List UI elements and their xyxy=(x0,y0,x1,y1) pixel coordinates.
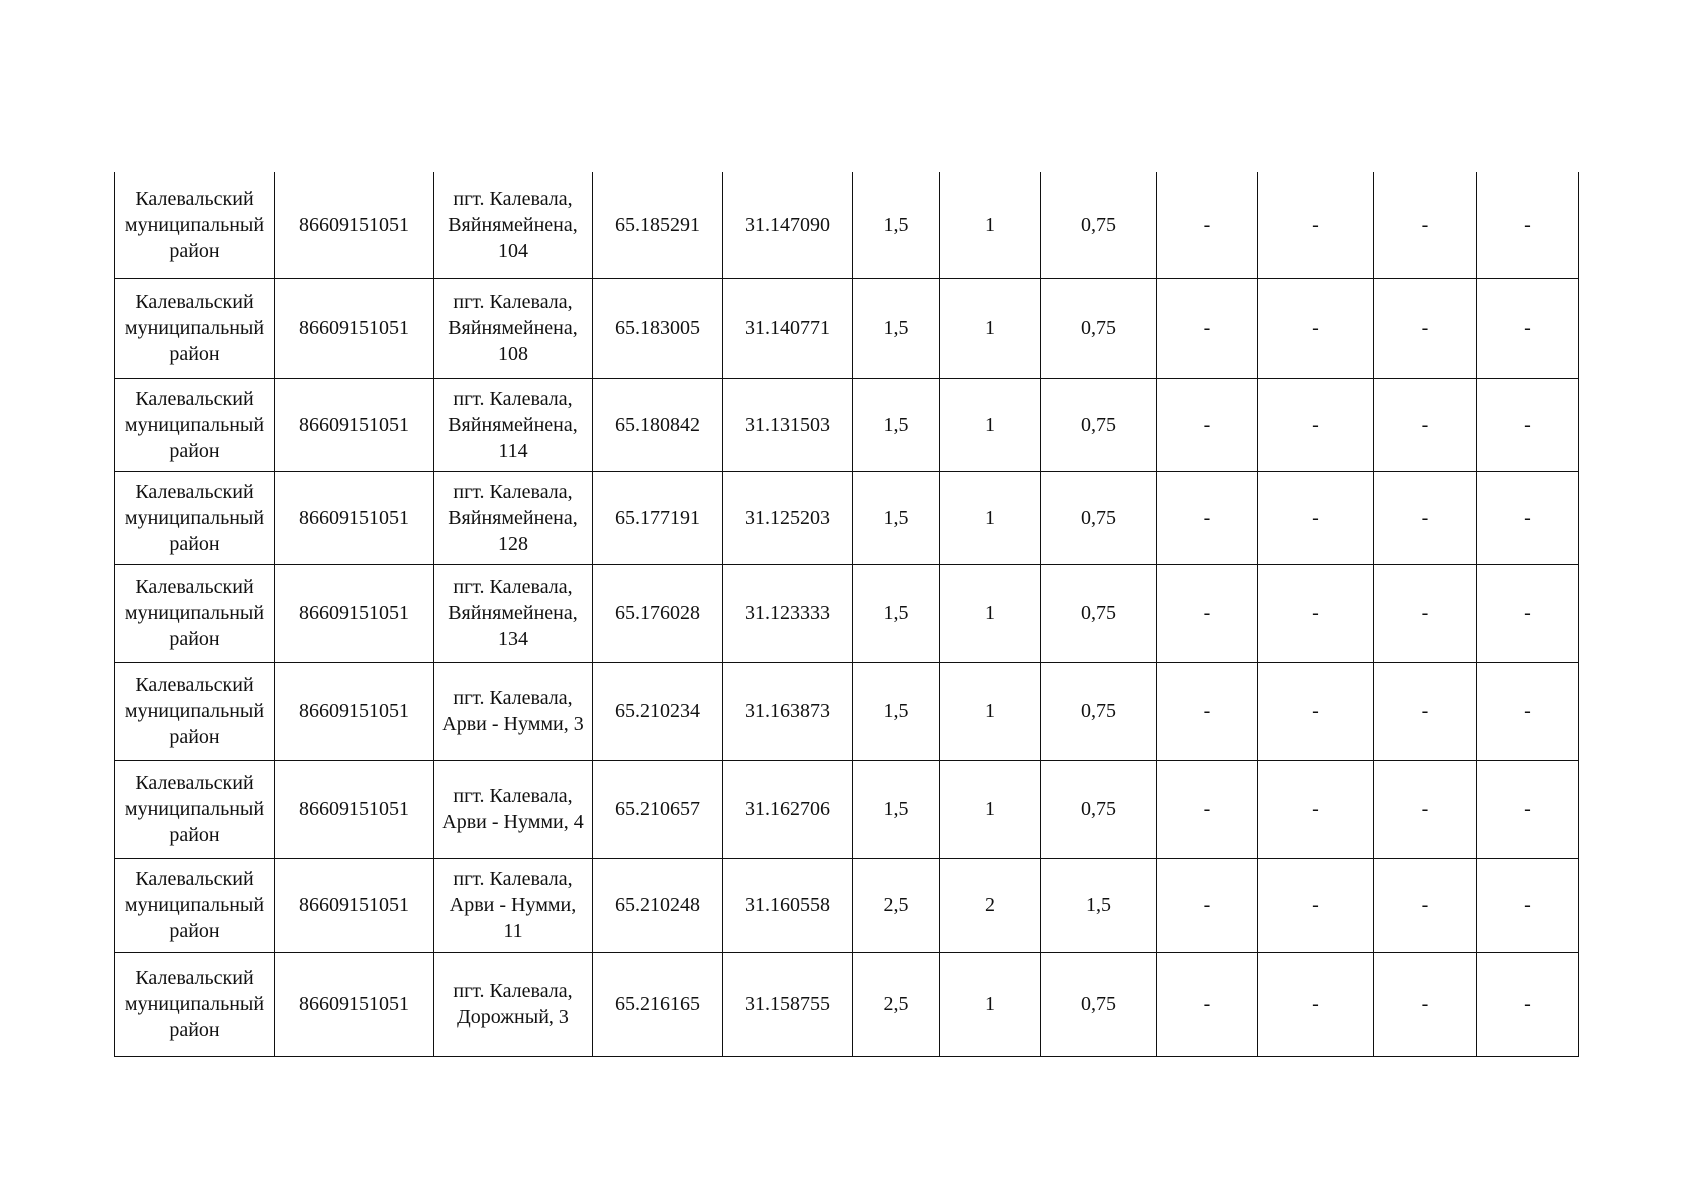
cell-latitude: 65.177191 xyxy=(593,471,723,564)
cell-oktmo: 86609151051 xyxy=(275,172,434,278)
cell-dash-4: - xyxy=(1477,278,1579,378)
table-row xyxy=(115,471,1579,564)
cell-dash-2: - xyxy=(1258,858,1374,952)
cell-address: пгт. Калевала, Арви - Нумми, 11 xyxy=(434,858,593,952)
cell-address: пгт. Калевала, Дорожный, 3 xyxy=(434,952,593,1056)
cell-district: Калевальский муниципальный район xyxy=(115,858,275,952)
cell-dash-1: - xyxy=(1157,564,1258,662)
cell-dash-2: - xyxy=(1258,172,1374,278)
cell-dash-3: - xyxy=(1374,858,1477,952)
cell-oktmo: 86609151051 xyxy=(275,858,434,952)
cell-dash-3: - xyxy=(1374,662,1477,760)
cell-dash-1: - xyxy=(1157,278,1258,378)
cell-longitude: 31.160558 xyxy=(723,858,853,952)
cell-longitude: 31.123333 xyxy=(723,564,853,662)
cell-value-1: 1,5 xyxy=(853,662,940,760)
cell-dash-3: - xyxy=(1374,564,1477,662)
cell-value-1: 2,5 xyxy=(853,952,940,1056)
cell-oktmo: 86609151051 xyxy=(275,278,434,378)
cell-value-3: 0,75 xyxy=(1041,471,1157,564)
cell-latitude: 65.210234 xyxy=(593,662,723,760)
cell-dash-1: - xyxy=(1157,952,1258,1056)
cell-value-3: 0,75 xyxy=(1041,662,1157,760)
cell-oktmo: 86609151051 xyxy=(275,662,434,760)
cell-value-1: 2,5 xyxy=(853,858,940,952)
cell-oktmo: 86609151051 xyxy=(275,760,434,858)
cell-longitude: 31.158755 xyxy=(723,952,853,1056)
table-row xyxy=(115,858,1579,952)
cell-dash-1: - xyxy=(1157,471,1258,564)
cell-longitude: 31.147090 xyxy=(723,172,853,278)
cell-dash-4: - xyxy=(1477,952,1579,1056)
cell-value-2: 2 xyxy=(940,858,1041,952)
cell-latitude: 65.185291 xyxy=(593,172,723,278)
cell-value-3: 0,75 xyxy=(1041,564,1157,662)
cell-dash-3: - xyxy=(1374,471,1477,564)
cell-dash-2: - xyxy=(1258,471,1374,564)
cell-address: пгт. Калевала, Вяйнямейнена, 128 xyxy=(434,471,593,564)
table-row xyxy=(115,662,1579,760)
cell-value-2: 1 xyxy=(940,952,1041,1056)
cell-value-3: 0,75 xyxy=(1041,172,1157,278)
cell-latitude: 65.176028 xyxy=(593,564,723,662)
cell-district: Калевальский муниципальный район xyxy=(115,471,275,564)
cell-dash-4: - xyxy=(1477,662,1579,760)
cell-address: пгт. Калевала, Арви - Нумми, 4 xyxy=(434,760,593,858)
cell-value-1: 1,5 xyxy=(853,564,940,662)
cell-address: пгт. Калевала, Вяйнямейнена, 108 xyxy=(434,278,593,378)
cell-dash-1: - xyxy=(1157,760,1258,858)
cell-dash-2: - xyxy=(1258,278,1374,378)
cell-dash-4: - xyxy=(1477,760,1579,858)
cell-value-1: 1,5 xyxy=(853,378,940,471)
cell-value-1: 1,5 xyxy=(853,760,940,858)
cell-value-2: 1 xyxy=(940,662,1041,760)
cell-dash-3: - xyxy=(1374,172,1477,278)
cell-oktmo: 86609151051 xyxy=(275,952,434,1056)
cell-longitude: 31.162706 xyxy=(723,760,853,858)
cell-district: Калевальский муниципальный район xyxy=(115,564,275,662)
cell-value-2: 1 xyxy=(940,471,1041,564)
table-row xyxy=(115,564,1579,662)
table-row xyxy=(115,378,1579,471)
cell-address: пгт. Калевала, Вяйнямейнена, 134 xyxy=(434,564,593,662)
cell-dash-2: - xyxy=(1258,662,1374,760)
cell-district: Калевальский муниципальный район xyxy=(115,760,275,858)
cell-dash-3: - xyxy=(1374,278,1477,378)
cell-value-3: 0,75 xyxy=(1041,952,1157,1056)
cell-dash-2: - xyxy=(1258,564,1374,662)
cell-value-2: 1 xyxy=(940,278,1041,378)
cell-latitude: 65.183005 xyxy=(593,278,723,378)
cell-dash-4: - xyxy=(1477,471,1579,564)
table-body xyxy=(115,172,1579,1056)
cell-dash-3: - xyxy=(1374,952,1477,1056)
cell-dash-3: - xyxy=(1374,378,1477,471)
cell-latitude: 65.210657 xyxy=(593,760,723,858)
cell-value-2: 1 xyxy=(940,564,1041,662)
cell-value-3: 0,75 xyxy=(1041,378,1157,471)
table-row xyxy=(115,952,1579,1056)
cell-latitude: 65.210248 xyxy=(593,858,723,952)
table-row xyxy=(115,760,1579,858)
cell-district: Калевальский муниципальный район xyxy=(115,378,275,471)
cell-value-1: 1,5 xyxy=(853,278,940,378)
cell-dash-2: - xyxy=(1258,378,1374,471)
cell-latitude: 65.216165 xyxy=(593,952,723,1056)
cell-value-2: 1 xyxy=(940,172,1041,278)
cell-dash-3: - xyxy=(1374,760,1477,858)
cell-dash-4: - xyxy=(1477,378,1579,471)
registry-table xyxy=(114,172,1579,1057)
table-row xyxy=(115,172,1579,278)
cell-dash-1: - xyxy=(1157,172,1258,278)
cell-dash-4: - xyxy=(1477,172,1579,278)
cell-dash-1: - xyxy=(1157,858,1258,952)
cell-dash-1: - xyxy=(1157,378,1258,471)
cell-district: Калевальский муниципальный район xyxy=(115,172,275,278)
cell-dash-4: - xyxy=(1477,564,1579,662)
cell-district: Калевальский муниципальный район xyxy=(115,662,275,760)
cell-value-1: 1,5 xyxy=(853,471,940,564)
cell-address: пгт. Калевала, Вяйнямейнена, 114 xyxy=(434,378,593,471)
cell-district: Калевальский муниципальный район xyxy=(115,952,275,1056)
cell-dash-2: - xyxy=(1258,952,1374,1056)
cell-address: пгт. Калевала, Арви - Нумми, 3 xyxy=(434,662,593,760)
cell-value-3: 1,5 xyxy=(1041,858,1157,952)
cell-oktmo: 86609151051 xyxy=(275,564,434,662)
cell-longitude: 31.125203 xyxy=(723,471,853,564)
cell-longitude: 31.140771 xyxy=(723,278,853,378)
cell-latitude: 65.180842 xyxy=(593,378,723,471)
table-row xyxy=(115,278,1579,378)
cell-oktmo: 86609151051 xyxy=(275,471,434,564)
cell-dash-1: - xyxy=(1157,662,1258,760)
cell-longitude: 31.163873 xyxy=(723,662,853,760)
cell-address: пгт. Калевала, Вяйнямейнена, 104 xyxy=(434,172,593,278)
cell-longitude: 31.131503 xyxy=(723,378,853,471)
cell-oktmo: 86609151051 xyxy=(275,378,434,471)
cell-value-2: 1 xyxy=(940,378,1041,471)
cell-dash-2: - xyxy=(1258,760,1374,858)
cell-value-1: 1,5 xyxy=(853,172,940,278)
cell-district: Калевальский муниципальный район xyxy=(115,278,275,378)
cell-value-3: 0,75 xyxy=(1041,278,1157,378)
cell-value-2: 1 xyxy=(940,760,1041,858)
cell-dash-4: - xyxy=(1477,858,1579,952)
cell-value-3: 0,75 xyxy=(1041,760,1157,858)
